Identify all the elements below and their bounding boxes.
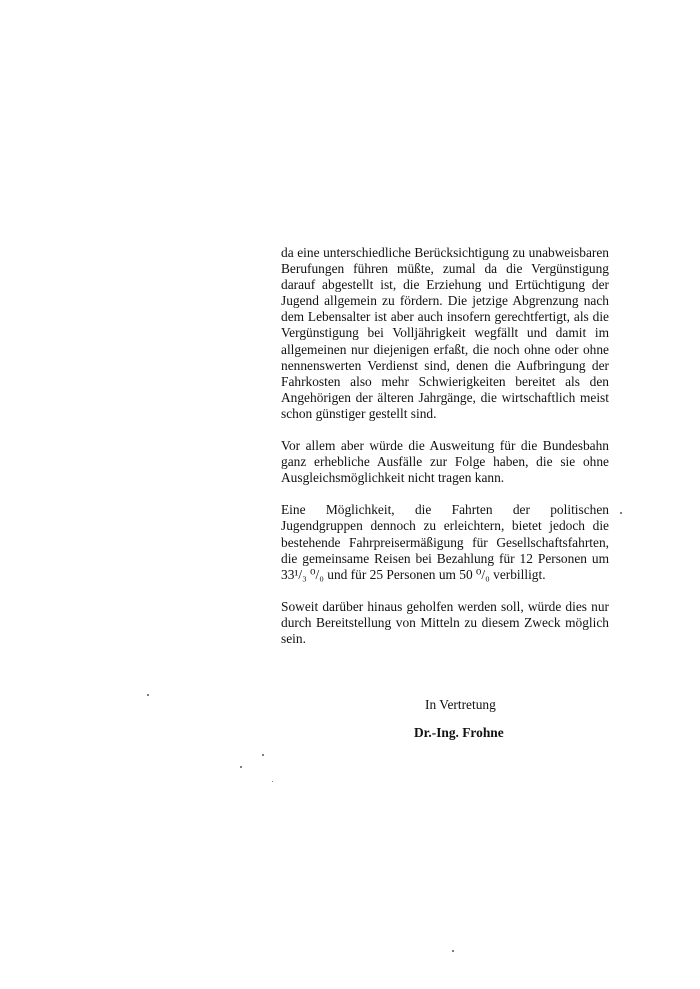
paragraph-4: Soweit darüber hinaus geholfen werden soll, würde dies nur durch Bereitstellung von Mitteln zu diesem Zweck möglich sein.: [281, 598, 609, 646]
signature-name: Dr.-Ing. Frohne: [414, 725, 504, 740]
scan-speck: [240, 766, 242, 768]
signature-in-vertretung: In Vertretung: [425, 697, 496, 712]
paragraph-1: da eine unterschiedliche Berücksichtigung zu unabweisbaren Berufungen führen müßte, zumal da die Vergünstigung darauf abgestellt ist, die Erziehung und Ertüchtigung der Jugend allgemein zu fördern. Die jetzige Abgrenzung nach dem Lebensalter ist aber auch insofern gerechtfertigt, als die Vergünstigung bei Volljährigkeit wegfällt und damit im allgemeinen nur diejenigen erfaßt, die noch ohne oder ohne nennenswerten Verdienst sind, denen die Aufbringung der Fahrkosten also mehr Schwierigkeiten bereitet als den Angehörigen der älteren Jahrgänge, die wirtschaftlich meist schon günstiger gestellt sind.: [281, 245, 609, 421]
scan-speck: [272, 781, 273, 782]
scan-speck: [620, 512, 622, 514]
scan-speck: [147, 694, 149, 696]
letter-body: [281, 245, 609, 647]
scan-speck: [452, 950, 454, 952]
paragraph-3: Eine Möglichkeit, die Fahrten der politischen Jugendgruppen dennoch zu erleichtern, bietet jedoch die bestehende Fahrpreisermäßigung für Gesellschaftsfahrten, die gemeinsame Reisen bei Bezahlung für 12 Personen um 33¹/₃ ⁰/₀ und für 25 Personen um 50 ⁰/₀ verbilligt.: [281, 502, 609, 582]
paragraph-2: Vor allem aber würde die Ausweitung für die Bundesbahn ganz erhebliche Ausfälle zur Folge haben, die sie ohne Ausgleichsmöglichkeit nicht tragen kann.: [281, 438, 609, 486]
scan-speck: [262, 754, 264, 756]
